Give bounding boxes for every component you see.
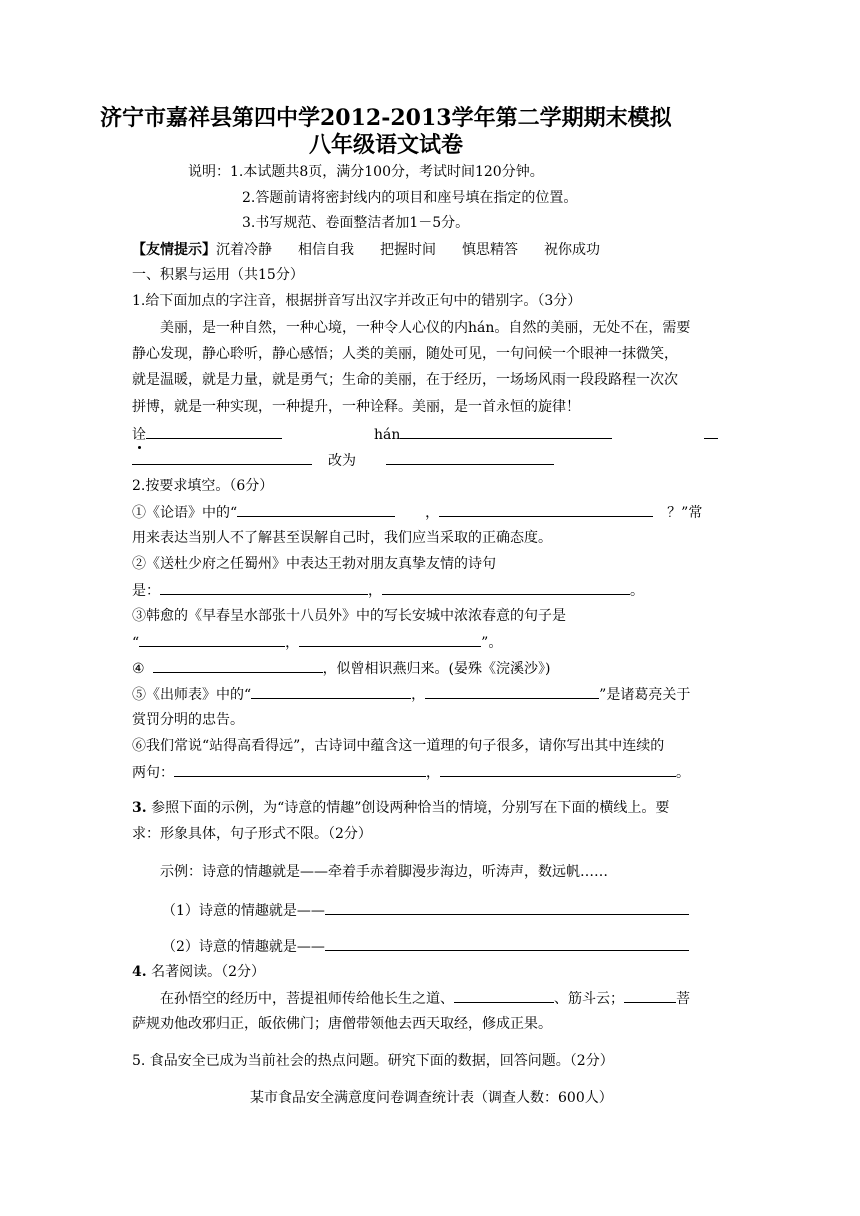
item-text: ？”常	[667, 505, 703, 521]
answer-blank[interactable]	[132, 450, 312, 465]
item-text: 菩	[676, 991, 690, 1007]
item-text: 名著阅读。（2分）	[146, 964, 265, 980]
answer-blank[interactable]	[325, 936, 689, 951]
answer-blank[interactable]	[139, 632, 285, 647]
question-3-option-1	[162, 900, 689, 921]
answer-blank[interactable]	[251, 684, 411, 699]
question-1-prompt: 1.给下面加点的字注音，根据拼音写出汉字并改正句中的错别字。（3分）	[132, 293, 582, 309]
tip-item: 慎思精答	[462, 242, 518, 258]
question-3-prompt-cont: 求：形象具体，句子形式不限。（2分）	[132, 826, 372, 842]
note-2: 2.答题前请将密封线内的项目和座号填在指定的位置。	[242, 190, 578, 206]
question-3-example: 示例：诗意的情趣就是——牵着手赤着脚漫步海边，听涛声，数远帆……	[160, 864, 608, 880]
item-text: ④	[132, 661, 145, 677]
item-text: ①《论语》中的“	[132, 505, 238, 521]
tip-item: 祝你成功	[544, 242, 600, 258]
tip-item: 沉着冷静	[216, 242, 272, 258]
item-text: ⑤《出师表》中的“	[132, 687, 252, 703]
item-text: 在孙悟空的经历中，菩提祖师传给他长生之道、	[160, 991, 454, 1007]
question-5-prompt: 5. 食品安全已成为当前社会的热点问题。研究下面的数据，回答问题。（2分）	[132, 1053, 614, 1069]
question-4-prompt	[132, 962, 265, 982]
question-2-item-3-answer	[132, 632, 502, 653]
item-text: ，	[411, 687, 426, 703]
question-4-line-2: 萨规劝他改邪归正，皈依佛门；唐僧带领他去西天取经，修成正果。	[132, 1016, 552, 1032]
answer-blank[interactable]	[299, 632, 481, 647]
item-text: 两句：	[132, 765, 174, 781]
friendly-tips	[132, 240, 600, 260]
question-3-option-2	[162, 936, 689, 957]
question-2-item-6-answer	[132, 762, 690, 783]
question-number: 3.	[132, 800, 147, 816]
tips-label: 【友情提示】	[132, 242, 216, 258]
answer-blank[interactable]	[174, 762, 426, 777]
answer-blank[interactable]	[386, 450, 554, 465]
answer-blank[interactable]	[439, 502, 653, 517]
question-2-item-1	[132, 502, 702, 523]
item-text: 参照下面的示例，为“诗意的情趣”创设两种恰当的情境，分别写在下面的横线上。要	[146, 800, 670, 816]
item-text: ，	[368, 583, 382, 599]
item-text: ”是诸葛亮关于	[599, 687, 691, 703]
question-1-passage-line: 就是温暖，就是力量，就是勇气；生命的美丽，在于经历，一场场风雨一段段路程一次次	[132, 372, 678, 388]
item-text: ，	[426, 765, 440, 781]
survey-table-title: 某市食品安全满意度问卷调查统计表（调查人数：600人）	[250, 1090, 613, 1106]
answer-blank[interactable]	[146, 424, 282, 439]
question-1-answer-row	[132, 424, 718, 445]
answer-blank[interactable]	[704, 424, 718, 439]
item-text: （1）诗意的情趣就是——	[162, 903, 325, 919]
exam-title-line1: 济宁市嘉祥县第四中学2012-2013学年第二学期期末模拟	[100, 105, 672, 131]
tip-item: 把握时间	[380, 242, 436, 258]
correct-to-label: 改为	[328, 453, 356, 469]
answer-blank[interactable]	[425, 684, 599, 699]
question-2-item-6: ⑥我们常说“站得高看得远”，古诗词中蕴含这一道理的句子很多，请你写出其中连续的	[132, 738, 665, 754]
item-text: 。	[630, 583, 644, 599]
item-text: 。	[676, 765, 690, 781]
answer-blank[interactable]	[160, 580, 368, 595]
question-1-passage-line: 拼博，就是一种实现，一种提升，一种诠释。美丽，是一首永恒的旋律！	[132, 399, 580, 415]
item-text: ，	[285, 635, 300, 651]
question-4-line-1	[160, 988, 690, 1009]
item-text: ”。	[481, 635, 503, 651]
question-2-item-2: ②《送杜少府之任蜀州》中表达王勃对朋友真挚友情的诗句	[132, 556, 496, 572]
question-2-item-5-cont: 赏罚分明的忠告。	[132, 712, 244, 728]
answer-blank[interactable]	[400, 424, 612, 439]
note-1: 说明：1.本试题共8页，满分100分，考试时间120分钟。	[188, 164, 544, 180]
answer-blank[interactable]	[454, 988, 554, 1003]
note-3: 3.书写规范、卷面整洁者加1－5分。	[242, 215, 470, 231]
question-2-item-5	[132, 684, 690, 705]
question-2-item-4	[132, 658, 551, 679]
exam-title-line2: 八年级语文试卷	[309, 132, 464, 158]
item-text: “	[132, 635, 140, 651]
section-heading: 一、积累与运用（共15分）	[132, 267, 304, 283]
answer-blank[interactable]	[382, 580, 630, 595]
item-text: ，	[425, 505, 440, 521]
question-1-passage-line: 静心发现，静心聆听，静心感悟；人类的美丽，随处可见，一句问候一个眼神一抹微笑，	[132, 346, 678, 362]
question-2-prompt: 2.按要求填空。（6分）	[132, 478, 274, 494]
question-2-item-1-cont: 用来表达当别人不了解甚至误解自己时，我们应当采取的正确态度。	[132, 530, 552, 546]
question-2-item-3: ③韩愈的《早春呈水部张十八员外》中的写长安城中浓浓春意的句子是	[132, 608, 566, 624]
answer-blank[interactable]	[237, 502, 395, 517]
question-3-prompt	[132, 798, 669, 818]
question-1-passage-line: 美丽，是一种自然，一种心境，一种令人心仪的内hán。自然的美丽，无处不在，需要	[160, 320, 691, 336]
question-1-correction-row	[132, 450, 554, 471]
answer-blank[interactable]	[153, 658, 323, 673]
dotted-word-quan: 诠	[132, 427, 146, 443]
item-text: 、筋斗云；	[554, 991, 624, 1007]
question-2-item-2-answer	[132, 580, 644, 601]
question-number: 4.	[132, 964, 147, 980]
pinyin-han: hán	[374, 427, 401, 443]
answer-blank[interactable]	[624, 988, 676, 1003]
item-text: ，似曾相识燕归来。(晏殊《浣溪沙》)	[322, 661, 551, 677]
answer-blank[interactable]	[325, 900, 689, 915]
item-text: 是：	[132, 583, 160, 599]
answer-blank[interactable]	[440, 762, 676, 777]
item-text: （2）诗意的情趣就是——	[162, 939, 325, 955]
tip-item: 相信自我	[298, 242, 354, 258]
